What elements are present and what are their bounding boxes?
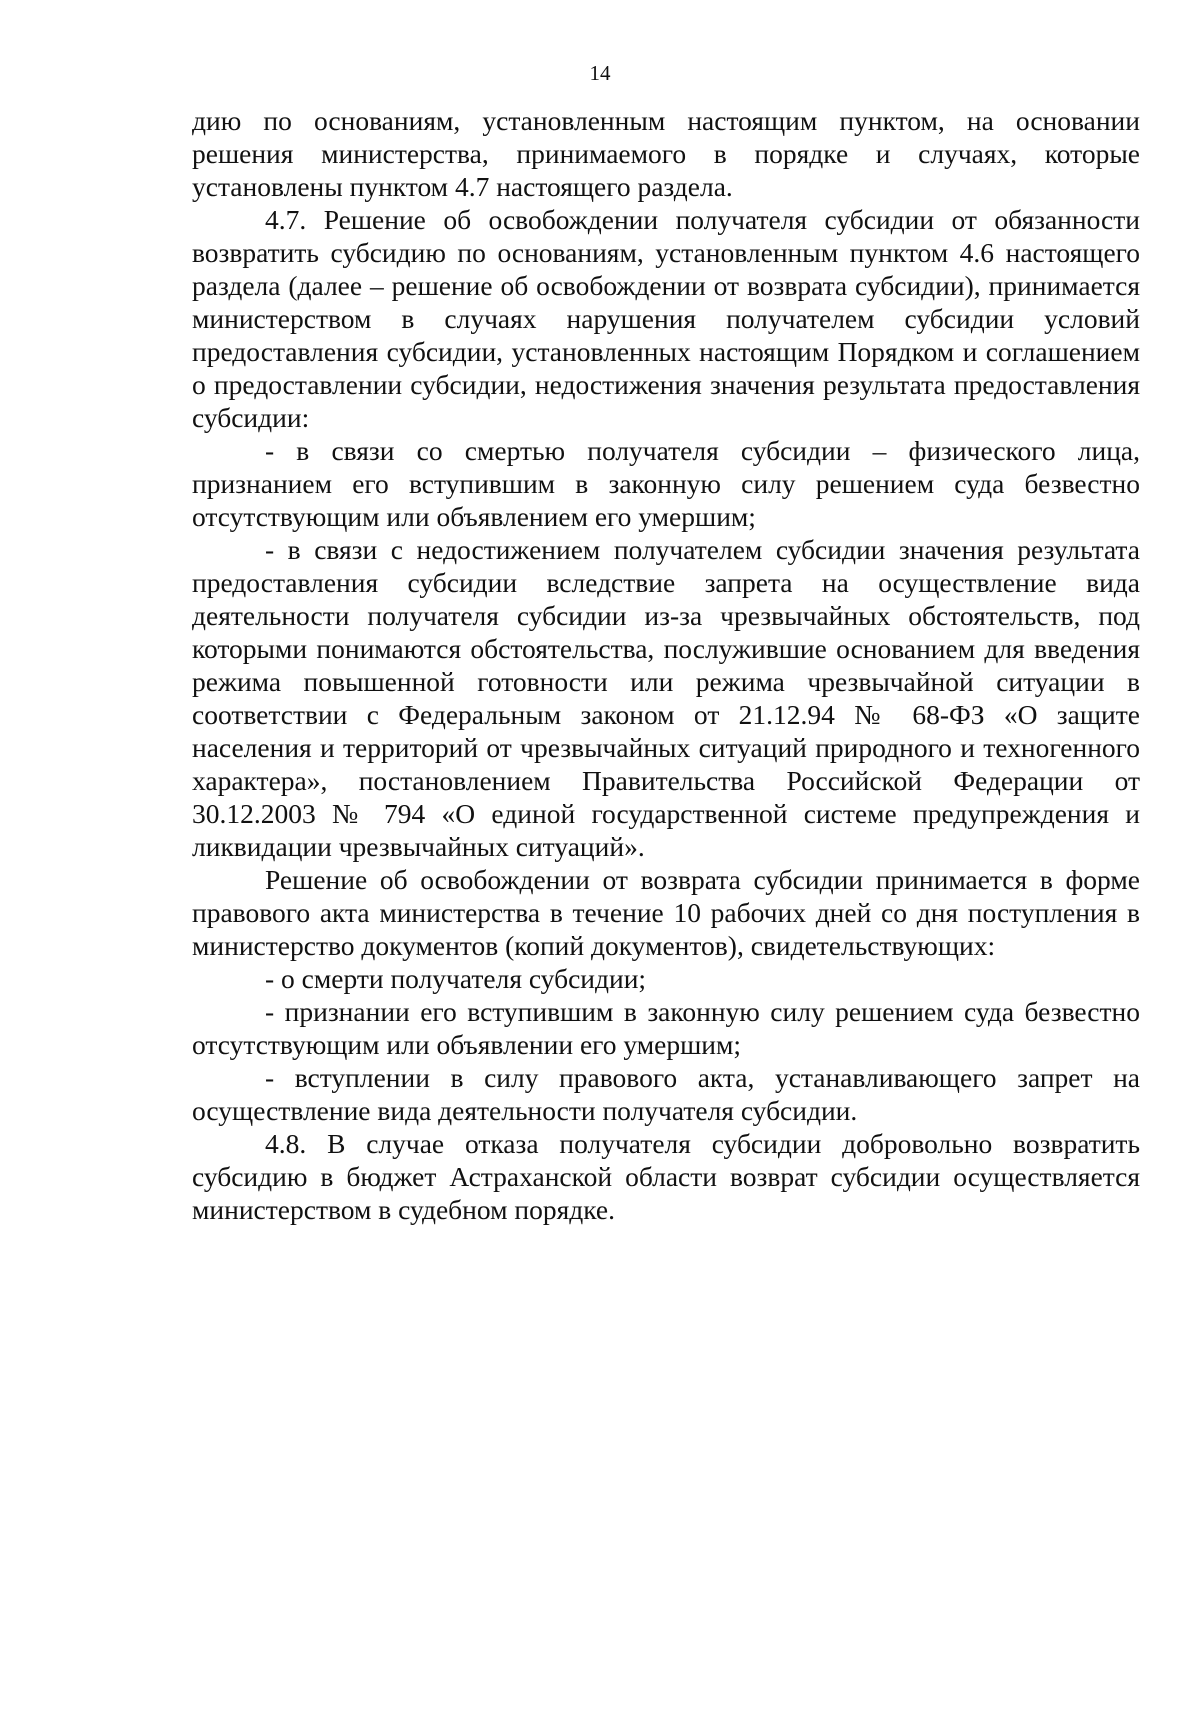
page-number: 14 [589,61,611,85]
list-item-missing-evidence: - признании его вступившим в законную силу решением суда безвестно отсутствующим или объявлении его умершим; [192,996,1140,1060]
paragraph-clause-4-8: 4.8. В случае отказа получателя субсидии добровольно возвратить субсидию в бюджет Астраханской области возврат субсидии осуществляется министерством в судебном порядке. [192,1128,1140,1225]
document-body [192,104,1140,1226]
paragraph-decision-form: Решение об освобождении от возврата субсидии принимается в форме правового акта министерства в течение 10 рабочих дней со дня поступления в министерство документов (копий документов), свидетельствующих: [192,864,1140,961]
list-item-death-evidence: - о смерти получателя субсидии; [265,963,647,994]
list-item-emergency-case: - в связи с недостижением получателем субсидии значения результата предоставления субсидии вследствие запрета на осуществление вида деятельности получателя субсидии из-за чрезвычайных обстоятельств, под которыми понимаются обстоятельства, послужившие основанием для введения режима повышенной готовности или режима чрезвычайной ситуации в соответствии с Федеральным законом от 21.12.94 № 68-ФЗ «О защите населения и территорий от чрезвычайных ситуаций природного и техногенного характера», постановлением Правительства Российской Федерации от 30.12.2003 № 794 «О единой государственной системе предупреждения и ликвидации чрезвычайных ситуаций». [192,534,1140,862]
paragraph-clause-4-7: 4.7. Решение об освобождении получателя субсидии от обязанности возвратить субсидию по основаниям, установленным пунктом 4.6 настоящего раздела (далее – решение об освобождении от возврата субсидии), принимается министерством в случаях нарушения получателем субсидии условий предоставления субсидии, установленных настоящим Порядком и соглашением о предоставлении субсидии, недостижения значения результата предоставления субсидии: [192,204,1140,433]
list-item-legal-act-evidence: - вступлении в силу правового акта, устанавливающего запрет на осуществление вида деятельности получателя субсидии. [192,1062,1140,1126]
list-item-death-case: - в связи со смертью получателя субсидии – физического лица, признанием его вступившим в законную силу решением суда безвестно отсутствующим или объявлением его умершим; [192,435,1140,532]
paragraph-continuation: дию по основаниям, установленным настоящим пунктом, на основании решения министерства, принимаемого в порядке и случаях, которые установлены пунктом 4.7 настоящего раздела. [192,105,1140,202]
